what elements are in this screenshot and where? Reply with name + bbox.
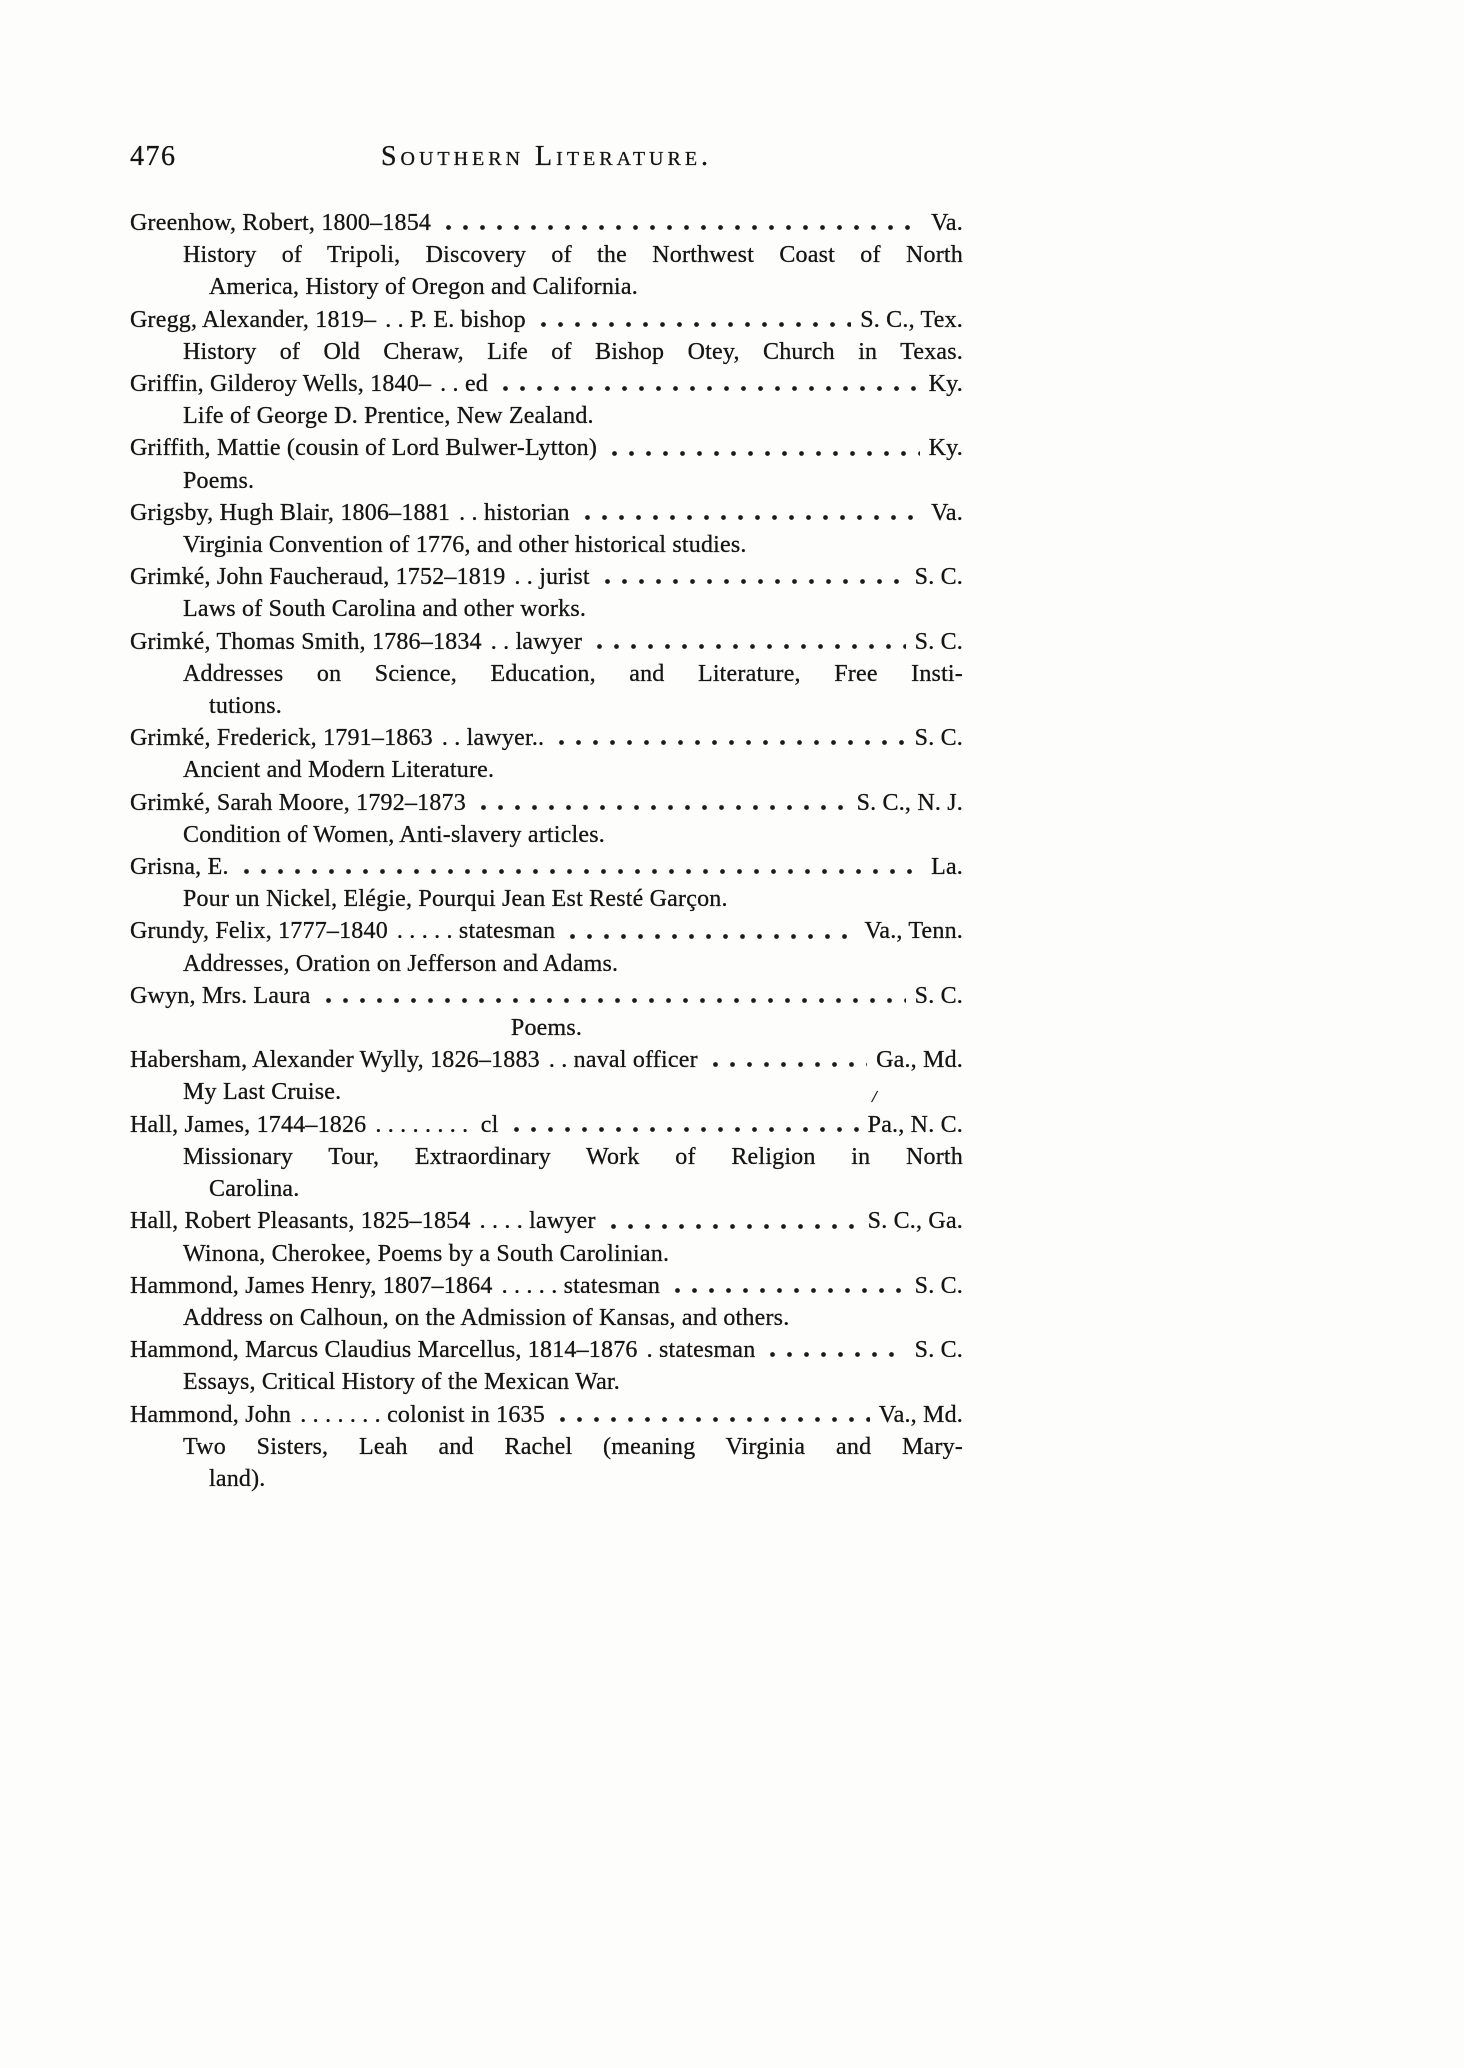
dot-leader — [320, 998, 906, 1003]
entry-name: Grigsby, Hugh Blair, 1806–1881 — [130, 499, 451, 526]
entry-detail: . . . . . statesman — [396, 918, 556, 945]
entry-name: Griffin, Gilderoy Wells, 1840– — [130, 371, 432, 398]
entry-name: Hammond, John — [130, 1401, 292, 1428]
work-line: Two Sisters, Leah and Rachel (meaning Virginia and Mary- — [183, 1433, 963, 1460]
dot-leader — [579, 515, 922, 520]
dot-leader — [553, 740, 905, 745]
entry-line — [130, 1044, 963, 1076]
dot-leader — [475, 805, 848, 810]
entry-name: Grimké, Thomas Smith, 1786–1834 — [130, 628, 482, 655]
entry-detail: . . . . lawyer — [479, 1208, 596, 1235]
entry-detail: . . lawyer.. — [441, 725, 545, 752]
entry-line — [130, 851, 963, 883]
entry-line — [130, 787, 963, 819]
entry-line — [130, 626, 963, 658]
dot-leader — [554, 1417, 870, 1422]
scan-artifact: / — [872, 1087, 877, 1106]
entry-line — [130, 1109, 963, 1141]
work-line: My Last Cruise. — [183, 1079, 342, 1106]
work-line: Winona, Cherokee, Poems by a South Carolinian. — [183, 1240, 670, 1267]
entry-detail: . . historian — [459, 499, 570, 526]
entry-state: Ga., Md. — [876, 1047, 963, 1074]
work-line: Virginia Convention of 1776, and other historical studies. — [183, 532, 747, 559]
entry-name: Grimké, Frederick, 1791–1863 — [130, 725, 433, 752]
entry-state: S. C. — [914, 564, 963, 591]
entry-state: Va., Tenn. — [864, 918, 963, 945]
work-line: America, History of Oregon and California. — [209, 274, 638, 301]
work-line: land). — [209, 1465, 266, 1492]
entry-line — [130, 368, 963, 400]
entry-line — [130, 432, 963, 464]
work-line: Missionary Tour, Extraordinary Work of Religion in North — [183, 1143, 963, 1170]
entry-state: La. — [931, 854, 963, 881]
entry-detail: . . jurist — [514, 564, 590, 591]
page-title: Southern Literature. — [380, 141, 713, 172]
entry-line — [130, 1205, 963, 1237]
work-line: Carolina. — [209, 1176, 300, 1203]
entry-name: Greenhow, Robert, 1800–1854 — [130, 210, 432, 236]
entry-state: Va. — [931, 210, 963, 236]
entry-line — [130, 304, 963, 336]
work-line: Life of George D. Prentice, New Zealand. — [183, 403, 594, 430]
dot-leader — [606, 451, 920, 456]
entry-name: Habersham, Alexander Wylly, 1826–1883 — [130, 1047, 540, 1074]
work-line: Address on Calhoun, on the Admission of Kansas, and others. — [183, 1304, 790, 1331]
dot-leader — [508, 1127, 859, 1132]
entry-state: Ky. — [928, 371, 963, 398]
entry-name: Grimké, Sarah Moore, 1792–1873 — [130, 789, 466, 816]
entry-detail: . . ed — [440, 371, 489, 398]
work-line: History of Old Cheraw, Life of Bishop Otey, Church in Texas. — [183, 338, 963, 365]
entry-state: Ky. — [928, 435, 963, 462]
entry-state: S. C. — [914, 628, 963, 655]
dot-leader — [440, 225, 922, 230]
entry-name: Hall, James, 1744–1826 — [130, 1111, 367, 1138]
entry-line — [130, 915, 963, 947]
entry-name: Grimké, John Faucheraud, 1752–1819 — [130, 564, 506, 591]
entry-name: Hall, Robert Pleasants, 1825–1854 — [130, 1208, 471, 1235]
entry-state: S. C., Tex. — [860, 306, 963, 333]
entry-state: S. C. — [914, 1337, 963, 1364]
entry-name: Grisna, E. — [130, 854, 229, 881]
entry-line — [130, 1399, 963, 1431]
entry-state: S. C. — [914, 725, 963, 752]
work-line: Addresses, Oration on Jefferson and Adams. — [183, 950, 619, 977]
entry-line — [130, 1270, 963, 1302]
work-line: Poems. — [183, 467, 255, 494]
entry-state: Pa., N. C. — [867, 1111, 963, 1138]
dot-leader — [669, 1288, 906, 1293]
entry-name: Hammond, James Henry, 1807–1864 — [130, 1272, 493, 1299]
work-line: Ancient and Modern Literature. — [183, 757, 495, 784]
entry-list — [130, 207, 963, 1495]
entry-name: Hammond, Marcus Claudius Marcellus, 1814–1876 — [130, 1337, 638, 1364]
page-content — [130, 140, 963, 1495]
page-header — [130, 140, 963, 174]
dot-leader — [599, 579, 906, 584]
entry-line — [130, 1334, 963, 1366]
entry-name: Griffith, Mattie (cousin of Lord Bulwer-Lytton) — [130, 435, 598, 462]
entry-line — [130, 980, 963, 1012]
entry-state: Va. — [931, 499, 963, 526]
entry-line — [130, 207, 963, 239]
entry-state: Va., Md. — [878, 1401, 963, 1428]
work-line: Poems. — [510, 1015, 583, 1042]
entry-detail: . . . . . . . . cl — [375, 1111, 499, 1138]
entry-name: Gregg, Alexander, 1819– — [130, 306, 377, 333]
dot-leader — [605, 1224, 859, 1229]
work-line: History of Tripoli, Discovery of the Northwest Coast of North — [183, 242, 963, 269]
dot-leader — [764, 1352, 905, 1357]
entry-detail: . . lawyer — [490, 628, 583, 655]
dot-leader — [497, 386, 920, 391]
page-number: 476 — [130, 141, 177, 172]
entry-state: S. C., N. J. — [856, 789, 963, 816]
entry-detail: . . P. E. bishop — [385, 306, 526, 333]
dot-leader — [707, 1062, 867, 1067]
entry-detail: . . . . . . . colonist in 1635 — [300, 1401, 545, 1428]
entry-name: Gwyn, Mrs. Laura — [130, 982, 311, 1009]
entry-detail: . statesman — [646, 1337, 756, 1364]
work-line: Pour un Nickel, Elégie, Pourqui Jean Est Resté Garçon. — [183, 886, 728, 913]
work-line: Addresses on Science, Education, and Literature, Free Insti- — [183, 660, 963, 687]
entry-name: Grundy, Felix, 1777–1840 — [130, 918, 388, 945]
work-line: Condition of Women, Anti-slavery articles. — [183, 821, 605, 848]
entry-state: S. C. — [914, 982, 963, 1009]
work-line: tutions. — [209, 693, 282, 720]
dot-leader — [238, 869, 922, 874]
dot-leader — [591, 644, 906, 649]
entry-line — [130, 561, 963, 593]
dot-leader — [564, 934, 855, 939]
entry-state: S. C. — [914, 1272, 963, 1299]
entry-state: S. C., Ga. — [867, 1208, 963, 1235]
dot-leader — [535, 322, 851, 327]
entry-line — [130, 722, 963, 754]
work-line: Essays, Critical History of the Mexican War. — [183, 1369, 621, 1396]
work-line: Laws of South Carolina and other works. — [183, 596, 587, 623]
entry-line — [130, 497, 963, 529]
entry-detail: . . naval officer — [548, 1047, 698, 1074]
entry-detail: . . . . . statesman — [501, 1272, 661, 1299]
